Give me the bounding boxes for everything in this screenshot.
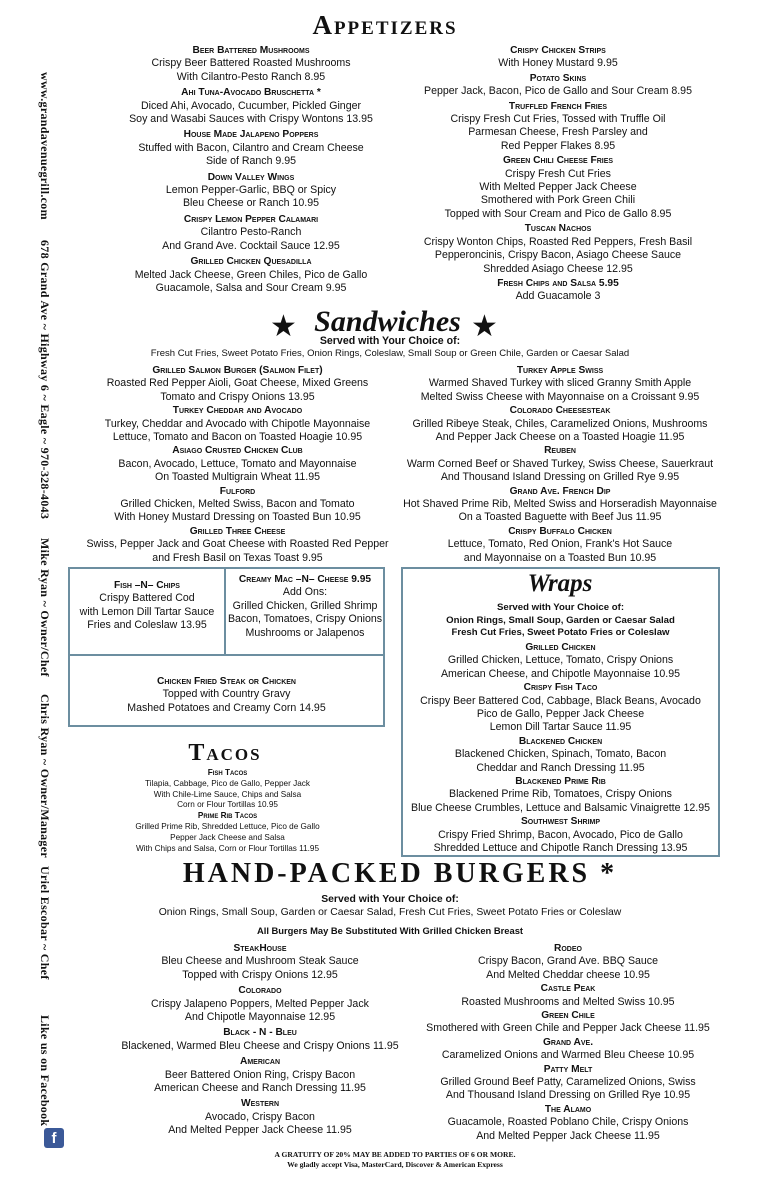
menu-item-name: Grand Ave. French Dip (509, 485, 611, 497)
menu-item-description: Stuffed with Bacon, Cilantro and Cream Cheese (138, 141, 364, 154)
menu-item-name: Crispy Lemon Pepper Calamari (183, 213, 319, 225)
menu-item (92, 171, 410, 211)
menu-item-description: Bleu Cheese and Mushroom Steak Sauce (161, 955, 359, 968)
menu-item (398, 72, 718, 99)
menu-item (408, 1063, 728, 1103)
menu-item (395, 485, 725, 525)
menu-item-description: Pico de Gallo, Pepper Jack Cheese (476, 708, 645, 721)
menu-item-description: Lettuce, Tomato and Bacon on Toasted Hoagie 10.95 (112, 431, 363, 444)
menu-item-name: Grilled Chicken (525, 642, 596, 653)
menu-item-name: Truffled French Fries (508, 100, 608, 112)
wraps-header (405, 602, 716, 640)
tacos-list (100, 768, 355, 854)
menu-item-description: Turkey, Cheddar and Avocado with Chipotle Mayonnaise (104, 417, 371, 430)
menu-item (75, 525, 400, 565)
menu-item-description: Beer Battered Onion Ring, Crispy Bacon (164, 1068, 356, 1081)
menu-item (100, 811, 355, 854)
menu-item-name: Fulford (219, 485, 256, 497)
menu-item-description: Guacamole, Salsa and Sour Cream 9.95 (155, 281, 347, 294)
menu-item-description: Roasted Mushrooms and Melted Swiss 10.95 (461, 995, 675, 1008)
menu-item-description: And Thousand Island Dressing on Grilled Rye 10.95 (445, 1089, 691, 1102)
menu-item-name: Grilled Three Cheese (189, 525, 286, 537)
menu-item (398, 100, 718, 154)
menu-item (395, 525, 725, 565)
menu-item-description: Crispy Beer Battered Cod, Cabbage, Black Beans, Avocado (420, 694, 701, 707)
menu-item-name: Turkey Cheddar and Avocado (172, 405, 303, 417)
menu-item-description: And Melted Pepper Jack Cheese 11.95 (476, 1129, 660, 1142)
menu-item-name: Ahi Tuna-Avocado Bruschetta * (181, 87, 321, 99)
menu-item-name: Asiago Crusted Chicken Club (172, 445, 303, 457)
sandwiches-right-column (395, 364, 725, 565)
menu-item-description: Topped with Crispy Onions 12.95 (182, 968, 338, 981)
menu-item (395, 404, 725, 444)
menu-item-name: Reuben (544, 445, 576, 457)
menu-item (92, 128, 410, 168)
menu-item (408, 982, 728, 1009)
menu-item-description: Bacon, Avocado, Lettuce, Tomato and Mayonnaise (118, 457, 357, 470)
menu-item-description: Smothered with Pork Green Chili (480, 194, 636, 207)
menu-item-description: American Cheese, and Chipotle Mayonnaise 10.95 (440, 667, 681, 680)
menu-item-name: Turkey Apple Swiss (516, 365, 604, 376)
menu-item-description: Grilled Ribeye Steak, Chiles, Caramelized Onions, Mushrooms (412, 417, 708, 430)
menu-item-description: Grilled Chicken, Lettuce, Tomato, Crispy Onions (447, 654, 674, 667)
fish-n-chips-name: Fish –N– Chips (114, 580, 180, 591)
menu-item-description: And Grand Ave. Cocktail Sauce 12.95 (162, 239, 340, 252)
menu-item-description: Grilled Prime Rib, Shredded Lettuce, Pico de Gallo (135, 821, 320, 831)
mac-n-cheese-name: Creamy Mac –N– Cheese 9.95 (238, 574, 372, 585)
menu-item (403, 641, 718, 681)
menu-item-description: And Thousand Island Dressing on Grilled Rye 9.95 (440, 471, 680, 484)
menu-item (95, 942, 425, 982)
menu-item (398, 222, 718, 276)
menu-item-description: Topped with Sour Cream and Pico de Gallo 8.95 (444, 207, 672, 220)
menu-item-description: Pepper Jack, Bacon, Pico de Gallo and Sour Cream 8.95 (424, 85, 692, 98)
menu-item-name: Potato Skins (529, 72, 587, 84)
menu-item (403, 681, 718, 735)
menu-item-description: With Cilantro-Pesto Ranch 8.95 (176, 70, 326, 83)
menu-item-description: Shredded Lettuce and Chipotle Ranch Dressing 13.95 (433, 842, 688, 855)
menu-item-description: Pepperoncinis, Crispy Bacon, Asiago Cheese Sauce (434, 249, 682, 262)
sidebar-website: www.grandavenuegrill.com (38, 72, 52, 220)
menu-item (95, 1097, 425, 1137)
menu-item-name: Colorado (238, 985, 282, 997)
wraps-subtitle: Served with Your Choice of: (496, 602, 625, 613)
fish-n-chips-line: with Lemon Dill Tartar Sauce (79, 605, 215, 618)
menu-item (95, 1026, 425, 1053)
menu-item-name: Colorado Cheesesteak (509, 405, 611, 417)
menu-item-description: Blackened, Warmed Bleu Cheese and Crispy Onions 11.95 (121, 1039, 399, 1052)
menu-item (408, 1009, 728, 1036)
menu-item-description: On a Toasted Baguette with Beef Jus 11.95 (458, 511, 662, 524)
tacos-title: Tacos (188, 740, 262, 766)
menu-item-name: Crispy Chicken Strips (510, 45, 606, 56)
menu-item-description: Crispy Beer Battered Roasted Mushrooms (151, 57, 351, 70)
menu-item-description: Warmed Shaved Turkey with sliced Granny Smith Apple (428, 377, 692, 390)
menu-item (92, 86, 410, 126)
menu-item-description: Crispy Bacon, Grand Ave. BBQ Sauce (478, 955, 658, 968)
menu-item-name: Patty Melt (543, 1063, 593, 1075)
menu-item-description: Shredded Asiago Cheese 12.95 (483, 262, 633, 275)
menu-item-description: Melted Swiss Cheese with Mayonnaise on a Croissant 9.95 (420, 390, 700, 403)
menu-item (408, 1036, 728, 1063)
menu-item-description: With Melted Pepper Jack Cheese (479, 181, 637, 194)
menu-item (92, 255, 410, 295)
menu-item-description: and Fresh Basil on Texas Toast 9.95 (152, 551, 323, 564)
menu-item-name: SteakHouse (233, 943, 287, 954)
chicken-fried-steak (70, 675, 383, 715)
sidebar-owner-chef: Mike Ryan ~ Owner/Chef (38, 538, 52, 677)
menu-item-description: With Honey Mustard 9.95 (498, 57, 618, 70)
menu-item-description: Hot Shaved Prime Rib, Melted Swiss and Horseradish Mayonnaise (403, 498, 717, 511)
menu-item-description: Cilantro Pesto-Ranch (200, 226, 302, 239)
menu-item-description: And Melted Cheddar cheese 10.95 (486, 968, 650, 981)
burgers-left-column (95, 942, 425, 1140)
burgers-title: HAND-PACKED BURGERS * (182, 858, 618, 889)
menu-item-description: Corn or Flour Tortillas 10.95 (177, 800, 278, 810)
menu-item-name: American (239, 1056, 281, 1068)
chicken-fried-name: Chicken Fried Steak or Chicken (156, 676, 296, 687)
sandwiches-subtitle: Served with Your Choice of: (319, 335, 461, 347)
facebook-glyph: f (51, 1130, 57, 1147)
menu-item (395, 444, 725, 484)
menu-item (398, 44, 718, 71)
appetizers-title: Appetizers (312, 10, 458, 40)
menu-item (395, 364, 725, 404)
mac-n-cheese-line: Mushrooms or Jalapenos (245, 626, 365, 639)
burgers-right-column (408, 942, 728, 1143)
menu-item-description: Grilled Ground Beef Patty, Caramelized Onions, Swiss (440, 1076, 696, 1089)
menu-item-name: Tuscan Nachos (524, 223, 592, 235)
chicken-fried-line: Mashed Potatoes and Creamy Corn 14.95 (127, 701, 326, 714)
menu-item (398, 277, 718, 304)
mac-n-cheese-line: Bacon, Tomatoes, Crispy Onions (227, 613, 383, 626)
menu-item-description: Blue Cheese Crumbles, Lettuce and Balsamic Vinaigrette 12.95 (411, 801, 710, 814)
menu-item (95, 984, 425, 1024)
wraps-title: Wraps (527, 570, 593, 597)
sidebar-facebook: Like us on Facebook (38, 1015, 52, 1127)
wraps-choices-2: Fresh Cut Fries, Sweet Potato Fries or Coleslaw (451, 627, 670, 639)
sidebar-owner-manager: Chris Ryan ~ Owner/Manager (38, 694, 52, 858)
menu-item (92, 44, 410, 84)
menu-item-description: Red Pepper Flakes 8.95 (500, 139, 616, 152)
menu-item (75, 364, 400, 404)
menu-item-description: Caramelized Onions and Warmed Bleu Cheese 10.95 (441, 1049, 695, 1062)
menu-item-description: Tomato and Crispy Onions 13.95 (160, 390, 315, 403)
menu-item-name: Western (240, 1098, 279, 1110)
sidebar-address: 678 Grand Ave ~ Highway 6 ~ Eagle ~ 970-328-4043 (38, 240, 52, 520)
menu-item-description: Blackened Prime Rib, Tomatoes, Crispy Onions (449, 788, 672, 801)
menu-item (100, 768, 355, 811)
menu-item-name: Castle Peak (540, 983, 596, 995)
burgers-substitution: All Burgers May Be Substituted With Grilled Chicken Breast (256, 924, 524, 936)
menu-item-name: Blackened Chicken (518, 735, 603, 747)
fish-n-chips-line: Fries and Coleslaw 13.95 (87, 619, 207, 632)
menu-item-description: Blackened Chicken, Spinach, Tomato, Bacon (454, 748, 667, 761)
menu-item-description: Melted Jack Cheese, Green Chiles, Pico de Gallo (134, 268, 368, 281)
burgers-subtitle: Served with Your Choice of: (321, 894, 459, 905)
menu-item-description: Side of Ranch 9.95 (205, 155, 297, 168)
menu-item-name: Crispy Fish Taco (523, 682, 598, 694)
star-icon-right: ★ (471, 310, 498, 343)
menu-item-name: Green Chili Cheese Fries (502, 155, 614, 167)
wraps-choices-1: Onion Rings, Small Soup, Garden or Caesar Salad (446, 614, 675, 626)
menu-item (403, 815, 718, 855)
burgers-choices: Onion Rings, Small Soup, Garden or Caesar Salad, Fresh Cut Fries, Sweet Potato Fries or Coleslaw (158, 907, 622, 919)
menu-item-description: Crispy Wonton Chips, Roasted Red Peppers, Fresh Basil (423, 235, 693, 248)
menu-item-name: Grand Ave. (542, 1036, 594, 1048)
star-icon-left: ★ (270, 310, 297, 343)
payment-note: We gladly accept Visa, MasterCard, Discover & American Express (287, 1160, 503, 1169)
menu-item-description: Diced Ahi, Avocado, Cucumber, Pickled Ginger (140, 99, 362, 112)
menu-item-description: American Cheese and Ranch Dressing 11.95 (154, 1082, 366, 1095)
menu-item-name: Fish Tacos (207, 768, 248, 777)
burgers-header (90, 893, 690, 937)
menu-item-name: Grilled Chicken Quesadilla (190, 256, 312, 268)
menu-item-description: Lettuce, Tomato, Red Onion, Frank's Hot Sauce (447, 538, 673, 551)
menu-item-name: Green Chile (541, 1010, 595, 1022)
menu-item-description: Soy and Wasabi Sauces with Crispy Wontons 13.95 (129, 113, 373, 126)
menu-item-name: Down Valley Wings (207, 171, 295, 183)
menu-item-name: Rodeo (554, 943, 582, 954)
menu-item (75, 404, 400, 444)
menu-item-name: Fresh Chips and Salsa 5.95 (497, 277, 619, 289)
menu-item-description: Swiss, Pepper Jack and Goat Cheese with Roasted Red Pepper (86, 538, 389, 551)
sidebar-chef: Uriel Escobar ~ Chef (38, 866, 52, 980)
sandwiches-left-column (75, 364, 400, 565)
wraps-list (403, 641, 718, 856)
sandwiches-choices: Fresh Cut Fries, Sweet Potato Fries, Onion Rings, Coleslaw, Small Soup or Green Chile, Garden or Caesar Salad (150, 348, 630, 359)
footer (140, 1150, 650, 1170)
menu-item (408, 1103, 728, 1143)
menu-item-name: Prime Rib Tacos (197, 811, 258, 821)
menu-item-description: And Chipotle Mayonnaise 12.95 (184, 1011, 336, 1024)
menu-item-name: The Alamo (544, 1103, 592, 1115)
menu-item-description: Pepper Jack Cheese and Salsa (170, 832, 285, 842)
facebook-icon[interactable] (44, 1128, 64, 1148)
mac-n-cheese-line: Add Ons: (282, 586, 328, 599)
menu-item-description: With Chile-Lime Sauce, Chips and Salsa (153, 789, 302, 799)
menu-item-name: Crispy Buffalo Chicken (508, 525, 612, 537)
menu-item-description: Cheddar and Ranch Dressing 11.95 (476, 761, 645, 774)
menu-item-description: And Pepper Jack Cheese on a Toasted Hoagie 11.95 (435, 431, 685, 444)
chicken-fried-line: Topped with Country Gravy (162, 688, 291, 701)
appetizers-right-column (398, 44, 718, 305)
menu-item-description: With Chips and Salsa, Corn or Flour Tortillas 11.95 (135, 843, 320, 853)
menu-item-description: And Melted Pepper Jack Cheese 11.95 (168, 1124, 352, 1137)
menu-item-name: House Made Jalapeno Poppers (183, 129, 319, 141)
menu-item (95, 1055, 425, 1095)
menu-item-description: Warm Corned Beef or Shaved Turkey, Swiss Cheese, Sauerkraut (406, 457, 714, 470)
sandwiches-title: Sandwiches (314, 305, 461, 338)
menu-item-description: Lemon Pepper-Garlic, BBQ or Spicy (165, 184, 337, 197)
menu-item (398, 154, 718, 221)
menu-item-name: Grilled Salmon Burger (Salmon Filet) (152, 365, 323, 376)
menu-item-description: Roasted Red Pepper Aioli, Goat Cheese, Mixed Greens (106, 377, 369, 390)
mac-n-cheese-line: Grilled Chicken, Grilled Shrimp (232, 599, 378, 612)
menu-item (75, 485, 400, 525)
menu-item-description: Add Guacamole 3 (515, 290, 601, 303)
menu-item-name: Blackened Prime Rib (515, 776, 606, 788)
menu-item (403, 735, 718, 775)
menu-item-description: and Mayonnaise on a Toasted Bun 10.95 (463, 551, 657, 564)
menu-item (75, 444, 400, 484)
fish-n-chips (70, 579, 224, 633)
menu-item-description: On Toasted Multigrain Wheat 11.95 (154, 471, 321, 484)
appetizers-left-column (92, 44, 410, 297)
menu-item-description: Bleu Cheese or Ranch 10.95 (182, 197, 320, 210)
menu-item (408, 942, 728, 982)
menu-item-description: Smothered with Green Chile and Pepper Jack Cheese 11.95 (426, 1022, 710, 1035)
menu-item (403, 775, 718, 815)
menu-item-name: Beer Battered Mushrooms (192, 45, 310, 56)
menu-item-description: Crispy Jalapeno Poppers, Melted Pepper Jack (151, 997, 369, 1010)
menu-item-description: Avocado, Crispy Bacon (205, 1110, 315, 1123)
menu-item-description: Crispy Fried Shrimp, Bacon, Avocado, Pico de Gallo (438, 828, 683, 841)
menu-item-description: Lemon Dill Tartar Sauce 11.95 (489, 721, 632, 734)
menu-item-description: Tilapia, Cabbage, Pico de Gallo, Pepper Jack (145, 778, 310, 788)
menu-item-name: Black - N - Bleu (223, 1027, 297, 1039)
menu-item-description: Guacamole, Roasted Poblano Chile, Crispy Onions (447, 1116, 689, 1129)
menu-item-description: With Honey Mustard Dressing on Toasted Bun 10.95 (114, 511, 361, 524)
menu-item-description: Parmesan Cheese, Fresh Parsley and (468, 126, 648, 139)
menu-item-name: Southwest Shrimp (520, 816, 601, 828)
gratuity-note: A GRATUITY OF 20% MAY BE ADDED TO PARTIES OF 6 OR MORE. (274, 1150, 516, 1159)
menu-item (92, 213, 410, 253)
menu-item-description: Crispy Fresh Cut Fries, Tossed with Truffle Oil (450, 113, 666, 126)
fish-n-chips-line: Crispy Battered Cod (99, 592, 195, 605)
mac-n-cheese (226, 573, 384, 640)
menu-item-description: Crispy Fresh Cut Fries (505, 167, 611, 180)
menu-item-description: Grilled Chicken, Melted Swiss, Bacon and Tomato (120, 498, 355, 511)
